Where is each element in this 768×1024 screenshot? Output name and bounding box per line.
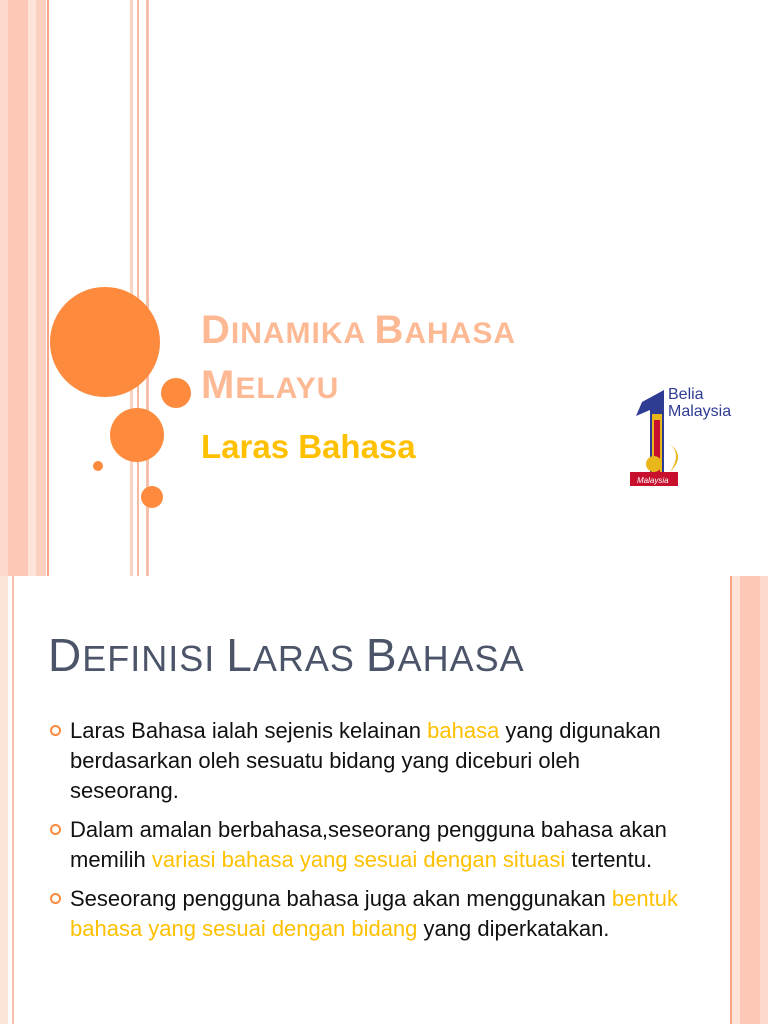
heading-cap: D: [48, 629, 83, 681]
definition-slide: [0, 576, 768, 1024]
heading-cap: L: [226, 629, 253, 681]
bullet-text: Seseorang pengguna bahasa juga akan menggunakan: [70, 886, 612, 911]
heading-cap: B: [365, 629, 398, 681]
decor-stripe: [730, 576, 732, 1024]
slide-heading: [48, 628, 525, 682]
bullet-text: Laras Bahasa ialah sejenis kelainan: [70, 718, 428, 743]
bullet-item: [48, 884, 688, 944]
decor-stripe: [760, 576, 768, 1024]
title-text: ELAYU: [235, 372, 340, 405]
heading-text: ARAS: [252, 638, 366, 679]
decor-stripe: [12, 576, 14, 1024]
bullet-highlight: variasi bahasa yang sesuai dengan situasi: [151, 847, 566, 872]
bullet-item: [48, 815, 688, 875]
decor-stripe: [36, 0, 46, 576]
bullet-list: [48, 716, 688, 953]
belia-malaysia-logo: [624, 384, 744, 494]
decor-stripe: [28, 0, 36, 576]
logo-text-malaysia: Malaysia: [668, 403, 732, 420]
title-text: AHASA: [404, 317, 516, 350]
title-cap: M: [201, 363, 236, 407]
bullet-circle-icon: [50, 725, 61, 736]
decor-stripe: [0, 0, 8, 576]
bullet-circle-icon: [50, 893, 61, 904]
decor-stripe: [732, 576, 740, 1024]
decor-stripe: [0, 576, 8, 1024]
bullet-highlight: bentuk bahasa yang sesuai dengan bidang: [70, 886, 678, 941]
decor-circle-medium: [110, 408, 164, 462]
bullet-item: [48, 716, 688, 806]
heading-text: AHASA: [397, 638, 525, 679]
slide-title-line-2: [201, 363, 339, 408]
decor-circle-small: [141, 486, 163, 508]
bullet-text: Dalam amalan berbahasa,seseorang pengguna bahasa akan memilih: [70, 817, 667, 872]
decor-circle-large: [50, 287, 160, 397]
title-cap: D: [201, 308, 231, 352]
bullet-text: yang diperkatakan.: [417, 916, 610, 941]
title-text: INAMIKA: [230, 317, 375, 350]
bullet-text: tertentu.: [565, 847, 653, 872]
decor-stripe: [137, 0, 139, 576]
logo-small-text: Malaysia: [634, 476, 672, 485]
decor-stripe: [8, 0, 28, 576]
slide-subtitle: Laras Bahasa: [201, 428, 416, 465]
bullet-text: yang digunakan berdasarkan oleh sesuatu bidang yang diceburi oleh seseorang.: [70, 718, 661, 803]
decor-stripe: [47, 0, 49, 576]
decor-stripe: [740, 576, 760, 1024]
bullet-circle-icon: [50, 824, 61, 835]
slide-title-line-1: [201, 308, 516, 353]
title-cap: B: [374, 308, 405, 352]
decor-circle-small: [161, 378, 191, 408]
bullet-highlight: bahasa: [427, 718, 500, 743]
decor-dot: [93, 461, 103, 471]
decor-stripe: [130, 0, 133, 576]
heading-text: EFINISI: [82, 638, 227, 679]
logo-text-belia: Belia: [668, 386, 704, 403]
